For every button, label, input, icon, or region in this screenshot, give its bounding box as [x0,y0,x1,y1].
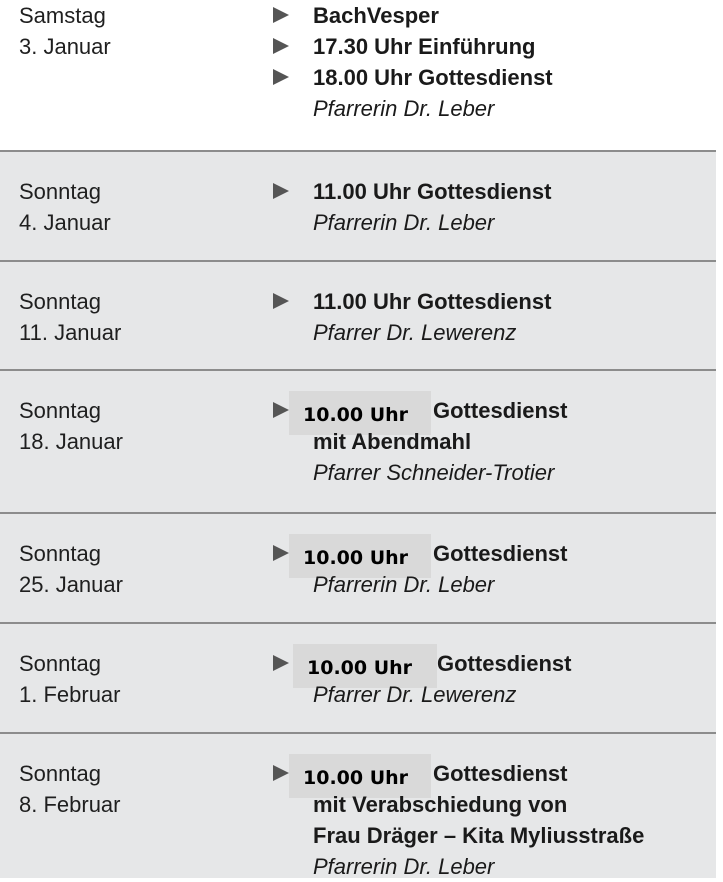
weekday: Samstag [19,3,106,28]
time-patch: 10.00 Uhr [289,534,431,578]
officiant: Pfarrer Schneider-Trotier [313,460,555,485]
event-line: BachVesper [313,3,439,28]
event-detail: mit Verabschiedung von [313,792,568,817]
weekday: Sonntag [19,398,101,423]
weekday: Sonntag [19,541,101,566]
officiant: Pfarrer Dr. Lewerenz [313,320,517,345]
event-line: Gottesdienst [433,761,568,786]
weekday: Sonntag [19,289,101,314]
arrow-right-icon [273,69,289,85]
service-day [19,0,111,62]
event-line: 11.00 Uhr Gottesdienst [313,289,552,314]
arrow-right-icon [273,7,289,23]
service-block [0,150,716,260]
arrow-right-icon [273,402,289,418]
event-detail: Frau Dräger – Kita Myliusstraße [313,823,645,848]
service-day [19,176,111,238]
date: 25. Januar [19,572,123,597]
arrow-right-icon [273,183,289,199]
officiant: Pfarrerin Dr. Leber [313,96,495,121]
service-day [19,395,123,457]
time-patch: 10.00 Uhr [289,391,431,435]
weekday: Sonntag [19,179,101,204]
event-detail: mit Abendmahl [313,429,472,454]
service-day [19,758,121,820]
date: 3. Januar [19,34,111,59]
arrow-right-icon [273,38,289,54]
service-block [0,0,716,150]
weekday: Sonntag [19,761,101,786]
event-line: Gottesdienst [437,651,572,676]
time-patch: 10.00 Uhr [293,644,437,688]
arrow-right-icon [273,765,289,781]
date: 1. Februar [19,682,121,707]
service-block [0,732,716,878]
arrow-right-icon [273,293,289,309]
arrow-right-icon [273,655,289,671]
service-block [0,260,716,369]
service-block [0,622,716,732]
service-block [0,369,716,512]
service-day [19,286,121,348]
service-block [0,512,716,622]
service-day [19,648,121,710]
service-day [19,538,123,600]
officiant: Pfarrerin Dr. Leber [313,572,495,597]
time-patch: 10.00 Uhr [289,754,431,798]
event-line: Gottesdienst [433,398,568,423]
date: 4. Januar [19,210,111,235]
event-line: 11.00 Uhr Gottesdienst [313,179,552,204]
arrow-right-icon [273,545,289,561]
officiant: Pfarrerin Dr. Leber [313,854,495,879]
officiant: Pfarrerin Dr. Leber [313,210,495,235]
event-line: Gottesdienst [433,541,568,566]
date: 18. Januar [19,429,123,454]
event-line: 17.30 Uhr Einführung [313,34,536,59]
event-line: 18.00 Uhr Gottesdienst [313,65,553,90]
officiant: Pfarrer Dr. Lewerenz [313,682,517,707]
date: 11. Januar [19,320,122,345]
weekday: Sonntag [19,651,101,676]
date: 8. Februar [19,792,121,817]
